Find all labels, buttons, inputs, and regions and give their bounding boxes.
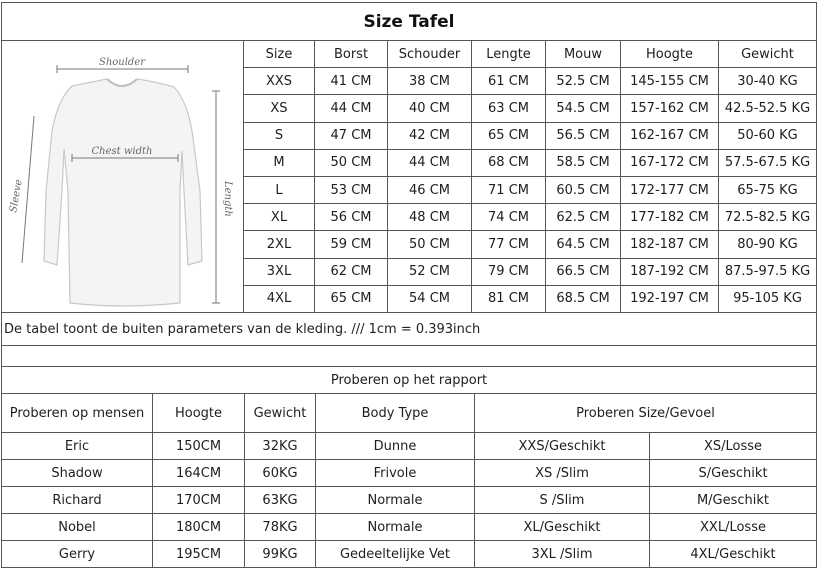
- table-row: [244, 176, 817, 203]
- cell: 78KG: [245, 514, 316, 541]
- cell: 42.5-52.5 KG: [719, 95, 817, 122]
- cell: 61 CM: [472, 68, 546, 95]
- cell: 64.5 CM: [546, 231, 621, 258]
- cell: XXL/Losse: [650, 514, 817, 541]
- tshirt-diagram: [1, 40, 244, 313]
- cell: Normale: [316, 487, 475, 514]
- cell: 47 CM: [315, 122, 388, 149]
- cell: 182-187 CM: [621, 231, 719, 258]
- cell: 63 CM: [472, 95, 546, 122]
- cell: 172-177 CM: [621, 176, 719, 203]
- cell: 32KG: [245, 433, 316, 460]
- try-on-header: [2, 394, 817, 433]
- cell: Gerry: [2, 541, 153, 568]
- table-row: [244, 285, 817, 312]
- cell: 57.5-67.5 KG: [719, 149, 817, 176]
- cell: 162-167 CM: [621, 122, 719, 149]
- cell: XL: [244, 204, 315, 231]
- try-on-caption-row: [2, 367, 817, 394]
- table-row: [2, 460, 817, 487]
- cell: 54 CM: [388, 285, 472, 312]
- cell: 77 CM: [472, 231, 546, 258]
- table-row: [244, 95, 817, 122]
- header-lengte: Lengte: [472, 41, 546, 68]
- cell: 195CM: [153, 541, 245, 568]
- cell: 180CM: [153, 514, 245, 541]
- cell: XS /Slim: [475, 460, 650, 487]
- table-row: [244, 231, 817, 258]
- cell: 187-192 CM: [621, 258, 719, 285]
- cell: 68.5 CM: [546, 285, 621, 312]
- cell: 74 CM: [472, 204, 546, 231]
- cell: 56.5 CM: [546, 122, 621, 149]
- cell: Shadow: [2, 460, 153, 487]
- table-row: [244, 68, 817, 95]
- cell: Dunne: [316, 433, 475, 460]
- cell: XS: [244, 95, 315, 122]
- cell: Nobel: [2, 514, 153, 541]
- cell: M/Geschikt: [650, 487, 817, 514]
- cell: 52.5 CM: [546, 68, 621, 95]
- measurement-note: De tabel toont de buiten parameters van de kleding. /// 1cm = 0.393inch: [1, 312, 817, 346]
- cell: 65 CM: [315, 285, 388, 312]
- cell: XXS: [244, 68, 315, 95]
- cell: 56 CM: [315, 204, 388, 231]
- cell: 54.5 CM: [546, 95, 621, 122]
- cell: 72.5-82.5 KG: [719, 204, 817, 231]
- cell: 167-172 CM: [621, 149, 719, 176]
- table-row: [2, 487, 817, 514]
- size-chart: [1, 2, 817, 564]
- cell: 4XL: [244, 285, 315, 312]
- tshirt-illustration: [2, 41, 243, 312]
- cell: 81 CM: [472, 285, 546, 312]
- cell: S/Geschikt: [650, 460, 817, 487]
- spacer-row: [1, 345, 817, 367]
- cell: 41 CM: [315, 68, 388, 95]
- cell: Frivole: [316, 460, 475, 487]
- cell: 50 CM: [315, 149, 388, 176]
- cell: L: [244, 176, 315, 203]
- cell: Eric: [2, 433, 153, 460]
- cell: 2XL: [244, 231, 315, 258]
- cell: 164CM: [153, 460, 245, 487]
- size-table: [243, 40, 817, 313]
- cell: 46 CM: [388, 176, 472, 203]
- cell: 87.5-97.5 KG: [719, 258, 817, 285]
- cell: 80-90 KG: [719, 231, 817, 258]
- cell: 60.5 CM: [546, 176, 621, 203]
- cell: 63KG: [245, 487, 316, 514]
- try-on-caption: Proberen op het rapport: [2, 367, 817, 394]
- cell: 177-182 CM: [621, 204, 719, 231]
- header-mouw: Mouw: [546, 41, 621, 68]
- cell: 170CM: [153, 487, 245, 514]
- header-gewicht: Gewicht: [719, 41, 817, 68]
- cell: Gedeeltelijke Vet: [316, 541, 475, 568]
- header-people: Proberen op mensen: [2, 394, 153, 433]
- chest-width-label: Chest width: [91, 146, 153, 157]
- cell: 44 CM: [388, 149, 472, 176]
- cell: 65 CM: [472, 122, 546, 149]
- cell: 44 CM: [315, 95, 388, 122]
- header-size-feel: Proberen Size/Gevoel: [475, 394, 817, 433]
- page-title: Size Tafel: [1, 2, 817, 41]
- cell: 95-105 KG: [719, 285, 817, 312]
- cell: Normale: [316, 514, 475, 541]
- table-row: [2, 541, 817, 568]
- table-row: [2, 514, 817, 541]
- cell: 50-60 KG: [719, 122, 817, 149]
- header-schouder: Schouder: [388, 41, 472, 68]
- sleeve-label: Sleeve: [8, 178, 25, 214]
- table-row: [2, 433, 817, 460]
- table-row: [244, 258, 817, 285]
- cell: XL/Geschikt: [475, 514, 650, 541]
- cell: 38 CM: [388, 68, 472, 95]
- cell: 4XL/Geschikt: [650, 541, 817, 568]
- length-label: Length: [222, 181, 233, 217]
- cell: 157-162 CM: [621, 95, 719, 122]
- cell: M: [244, 149, 315, 176]
- cell: 65-75 KG: [719, 176, 817, 203]
- cell: 150CM: [153, 433, 245, 460]
- cell: 52 CM: [388, 258, 472, 285]
- cell: 58.5 CM: [546, 149, 621, 176]
- header-size: Size: [244, 41, 315, 68]
- cell: 42 CM: [388, 122, 472, 149]
- cell: 79 CM: [472, 258, 546, 285]
- shoulder-label: Shoulder: [98, 57, 146, 68]
- table-row: [244, 122, 817, 149]
- cell: S: [244, 122, 315, 149]
- cell: 60KG: [245, 460, 316, 487]
- header-body-type: Body Type: [316, 394, 475, 433]
- header-borst: Borst: [315, 41, 388, 68]
- cell: 30-40 KG: [719, 68, 817, 95]
- cell: 3XL /Slim: [475, 541, 650, 568]
- cell: 59 CM: [315, 231, 388, 258]
- try-on-table: [1, 366, 817, 568]
- cell: 192-197 CM: [621, 285, 719, 312]
- cell: 48 CM: [388, 204, 472, 231]
- table-row: [244, 204, 817, 231]
- cell: 50 CM: [388, 231, 472, 258]
- cell: 99KG: [245, 541, 316, 568]
- cell: 53 CM: [315, 176, 388, 203]
- table-row: [244, 149, 817, 176]
- cell: 71 CM: [472, 176, 546, 203]
- cell: Richard: [2, 487, 153, 514]
- cell: XXS/Geschikt: [475, 433, 650, 460]
- size-table-header: [244, 41, 817, 68]
- cell: 68 CM: [472, 149, 546, 176]
- cell: 3XL: [244, 258, 315, 285]
- cell: 62.5 CM: [546, 204, 621, 231]
- header-weight: Gewicht: [245, 394, 316, 433]
- cell: 145-155 CM: [621, 68, 719, 95]
- header-height: Hoogte: [153, 394, 245, 433]
- header-hoogte: Hoogte: [621, 41, 719, 68]
- cell: 66.5 CM: [546, 258, 621, 285]
- cell: 62 CM: [315, 258, 388, 285]
- cell: XS/Losse: [650, 433, 817, 460]
- cell: 40 CM: [388, 95, 472, 122]
- cell: S /Slim: [475, 487, 650, 514]
